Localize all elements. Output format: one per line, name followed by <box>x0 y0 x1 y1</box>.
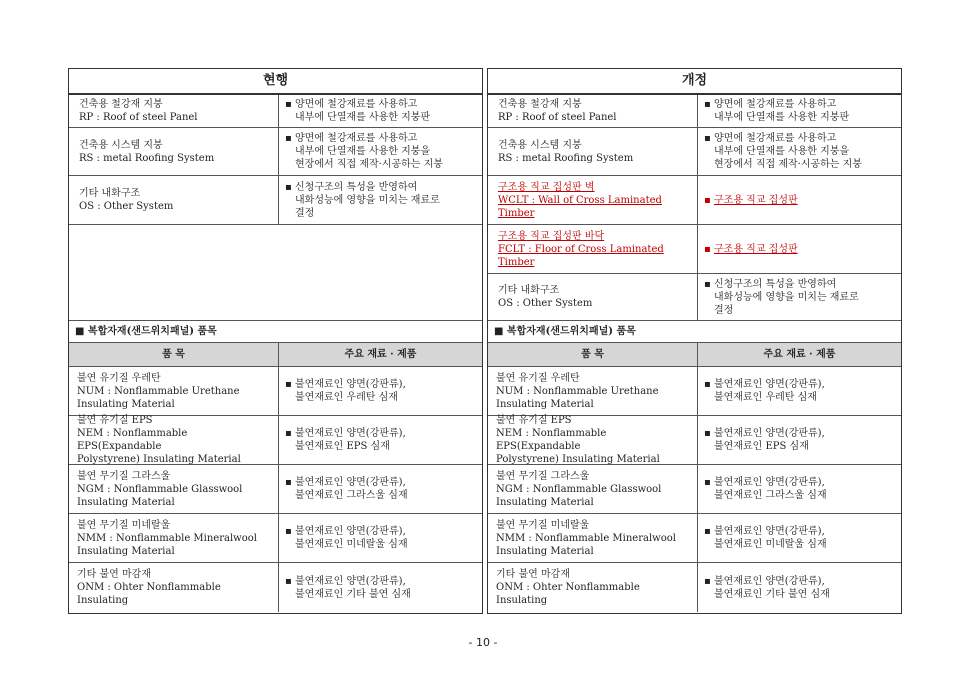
column-header-item: 품 목 <box>488 343 698 366</box>
column-header-item: 품 목 <box>69 343 279 366</box>
item-desc: 불연재료인 미네랄울 심재 <box>714 539 827 550</box>
item-name-en: Insulating Material <box>496 496 594 508</box>
item-desc: 불연재료인 기타 불연 심재 <box>714 588 830 600</box>
item-desc: 내화성능에 영향을 미치는 재료로 <box>295 194 440 206</box>
bullet-icon: ▪ <box>285 379 292 390</box>
item-name-ko: 불연 무기질 미네랄울 <box>496 519 590 531</box>
item-desc: 결정 <box>295 207 315 219</box>
bullet-icon: ▪ <box>704 278 711 290</box>
section-title: ■ 복합자재(샌드위치패널) 품목 <box>488 321 901 343</box>
item-name-en: RS : metal Roofing System <box>498 152 634 164</box>
item-name-en: RS : metal Roofing System <box>79 152 215 164</box>
item-name-en: NGM : Nonflammable Glasswool <box>496 483 662 495</box>
item-name-en: OS : Other System <box>498 298 593 309</box>
table-row <box>488 416 901 465</box>
item-desc: 불연재료인 기타 불연 심재 <box>295 588 411 600</box>
item-name-ko: 불연 무기질 미네랄울 <box>77 519 171 531</box>
item-name-ko: 구조용 직교 집성판 벽 <box>498 181 595 193</box>
item-desc: 불연재료인 그라스울 심재 <box>295 490 408 501</box>
item-name-en: NEM : Nonflammable EPS(Expandable <box>496 428 607 452</box>
section-title: ■ 복합자재(샌드위치패널) 품목 <box>69 321 482 343</box>
item-desc: 불연재료인 양면(강판류), <box>714 477 825 488</box>
item-desc: 불연재료인 양면(강판류), <box>714 379 825 390</box>
table-row <box>69 416 482 465</box>
item-name-ko: 구조용 직교 집성판 바닥 <box>498 230 605 242</box>
item-name-ko: 기타 내화구조 <box>79 188 141 199</box>
bullet-icon: ▪ <box>285 477 292 488</box>
table-row <box>69 465 482 514</box>
table-row <box>488 274 901 321</box>
bullet-icon: ▪ <box>285 181 292 193</box>
item-name-ko: 건축용 철강재 지붕 <box>79 99 163 110</box>
item-desc: 불연재료인 양면(강판류), <box>295 575 406 587</box>
item-name-ko: 불연 유기질 우레탄 <box>496 372 580 384</box>
item-name-en: RP : Roof of steel Panel <box>498 112 617 123</box>
page-number: - 10 - <box>468 636 498 649</box>
revised-column <box>487 68 902 614</box>
item-name-en: RP : Roof of steel Panel <box>79 112 198 123</box>
item-desc: 불연재료인 양면(강판류), <box>714 428 825 439</box>
item-desc: 양면에 철강재료를 사용하고 <box>714 99 837 110</box>
table-row-new <box>488 176 901 225</box>
item-desc: 내부에 단열재를 사용한 지붕판 <box>295 112 431 123</box>
item-name-ko: 불연 무기질 그라스울 <box>77 470 171 482</box>
item-desc: 신청구조의 특성을 반영하여 <box>295 181 418 193</box>
item-desc: 불연재료인 미네랄울 심재 <box>295 539 408 550</box>
revised-header: 개정 <box>488 69 901 95</box>
item-desc: 불연재료인 EPS 심재 <box>714 441 809 452</box>
item-name-ko: 기타 불연 마감재 <box>77 569 151 580</box>
item-name-en: Timber <box>498 207 535 219</box>
item-name-ko: 건축용 시스템 지붕 <box>498 139 582 151</box>
item-desc: 양면에 철강재료를 사용하고 <box>295 133 418 144</box>
item-desc: 구조용 직교 집성판 <box>714 243 798 255</box>
bullet-icon: ▪ <box>285 133 292 144</box>
item-name-ko: 기타 불연 마감재 <box>496 569 570 580</box>
item-desc: 결정 <box>714 304 734 316</box>
item-name-en: Insulating Material <box>496 545 594 557</box>
item-name-ko: 불연 유기질 EPS <box>496 415 572 426</box>
item-name-en: WCLT : Wall of Cross Laminated <box>498 194 662 206</box>
table-row <box>69 95 482 128</box>
item-name-en: NMM : Nonflammable Mineralwool <box>496 532 676 544</box>
item-desc: 양면에 철강재료를 사용하고 <box>714 133 837 144</box>
table-header <box>488 343 901 367</box>
item-desc: 구조용 직교 집성판 <box>714 194 798 206</box>
table-row <box>488 563 901 612</box>
bullet-icon: ▪ <box>704 99 711 110</box>
bullet-icon: ▪ <box>704 428 711 439</box>
item-name-ko: 기타 내화구조 <box>498 285 560 296</box>
bullet-icon: ▪ <box>704 194 711 206</box>
item-name-en: Insulating Material <box>77 496 175 508</box>
item-name-en: ONM : Ohter Nonflammable Insulating <box>496 582 640 606</box>
item-name-en: NGM : Nonflammable Glasswool <box>77 483 243 495</box>
item-name-en: NUM : Nonflammable Urethane <box>77 385 240 397</box>
bullet-icon: ▪ <box>704 243 711 255</box>
current-column <box>68 68 483 614</box>
column-header-material: 주요 재료 · 제품 <box>344 349 417 360</box>
table-header <box>69 343 482 367</box>
bullet-icon: ▪ <box>704 133 711 144</box>
item-name-ko: 불연 유기질 EPS <box>77 415 153 426</box>
item-name-ko: 건축용 철강재 지붕 <box>498 99 582 110</box>
item-name-en: NUM : Nonflammable Urethane <box>496 385 659 397</box>
item-desc: 불연재료인 그라스울 심재 <box>714 490 827 501</box>
item-desc: 불연재료인 EPS 심재 <box>295 441 390 452</box>
bullet-icon: ▪ <box>704 575 711 587</box>
item-desc: 신청구조의 특성을 반영하여 <box>714 278 837 290</box>
item-desc: 내부에 단열재를 사용한 지붕판 <box>714 112 850 123</box>
item-name-en: FCLT : Floor of Cross Laminated <box>498 243 664 255</box>
item-desc: 불연재료인 양면(강판류), <box>295 428 406 439</box>
table-row <box>488 367 901 416</box>
item-desc: 불연재료인 양면(강판류), <box>295 526 406 537</box>
item-name-en: NEM : Nonflammable EPS(Expandable <box>77 428 188 452</box>
item-name-ko: 불연 유기질 우레탄 <box>77 372 161 384</box>
bullet-icon: ▪ <box>285 99 292 110</box>
item-desc: 불연재료인 우레탄 심재 <box>295 392 398 403</box>
bullet-icon: ▪ <box>704 526 711 537</box>
item-name-en: Insulating Material <box>77 398 175 410</box>
item-name-en: Polystyrene) Insulating Material <box>77 454 241 465</box>
item-desc: 불연재료인 양면(강판류), <box>295 477 406 488</box>
item-name-en: Insulating Material <box>77 545 175 557</box>
item-name-en: Polystyrene) Insulating Material <box>496 454 660 465</box>
item-desc: 불연재료인 우레탄 심재 <box>714 392 817 403</box>
current-header: 현행 <box>69 69 482 95</box>
bullet-icon: ▪ <box>704 379 711 390</box>
item-name-en: NMM : Nonflammable Mineralwool <box>77 532 257 544</box>
bullet-icon: ▪ <box>704 477 711 488</box>
table-row <box>488 95 901 128</box>
item-desc: 불연재료인 양면(강판류), <box>714 575 825 587</box>
item-desc: 내화성능에 영향을 미치는 재료로 <box>714 291 859 303</box>
column-header-material: 주요 재료 · 제품 <box>763 349 836 360</box>
item-desc: 불연재료인 양면(강판류), <box>714 526 825 537</box>
bullet-icon: ▪ <box>285 526 292 537</box>
item-desc: 양면에 철강재료를 사용하고 <box>295 99 418 110</box>
table-row <box>69 176 482 225</box>
item-desc: 내부에 단열재를 사용한 지붕을 <box>295 146 431 157</box>
item-desc: 현장에서 직접 제작·시공하는 지붕 <box>714 159 862 170</box>
item-desc: 내부에 단열재를 사용한 지붕을 <box>714 146 850 157</box>
item-name-en: OS : Other System <box>79 201 174 212</box>
table-row <box>488 128 901 176</box>
bullet-icon: ▪ <box>285 575 292 587</box>
table-row <box>69 128 482 176</box>
table-row <box>488 465 901 514</box>
table-row-new <box>488 225 901 274</box>
item-desc: 현장에서 직접 제작·시공하는 지붕 <box>295 159 443 170</box>
table-row <box>69 367 482 416</box>
item-name-en: Insulating Material <box>496 398 594 410</box>
item-name-ko: 건축용 시스템 지붕 <box>79 139 163 151</box>
table-row <box>69 563 482 612</box>
table-row <box>69 514 482 563</box>
item-name-ko: 불연 무기질 그라스울 <box>496 470 590 482</box>
table-row <box>488 514 901 563</box>
item-desc: 불연재료인 양면(강판류), <box>295 379 406 390</box>
bullet-icon: ▪ <box>285 428 292 439</box>
item-name-en: ONM : Ohter Nonflammable Insulating <box>77 582 221 606</box>
empty-area <box>69 225 482 321</box>
item-name-en: Timber <box>498 256 535 268</box>
comparison-table <box>68 68 902 614</box>
